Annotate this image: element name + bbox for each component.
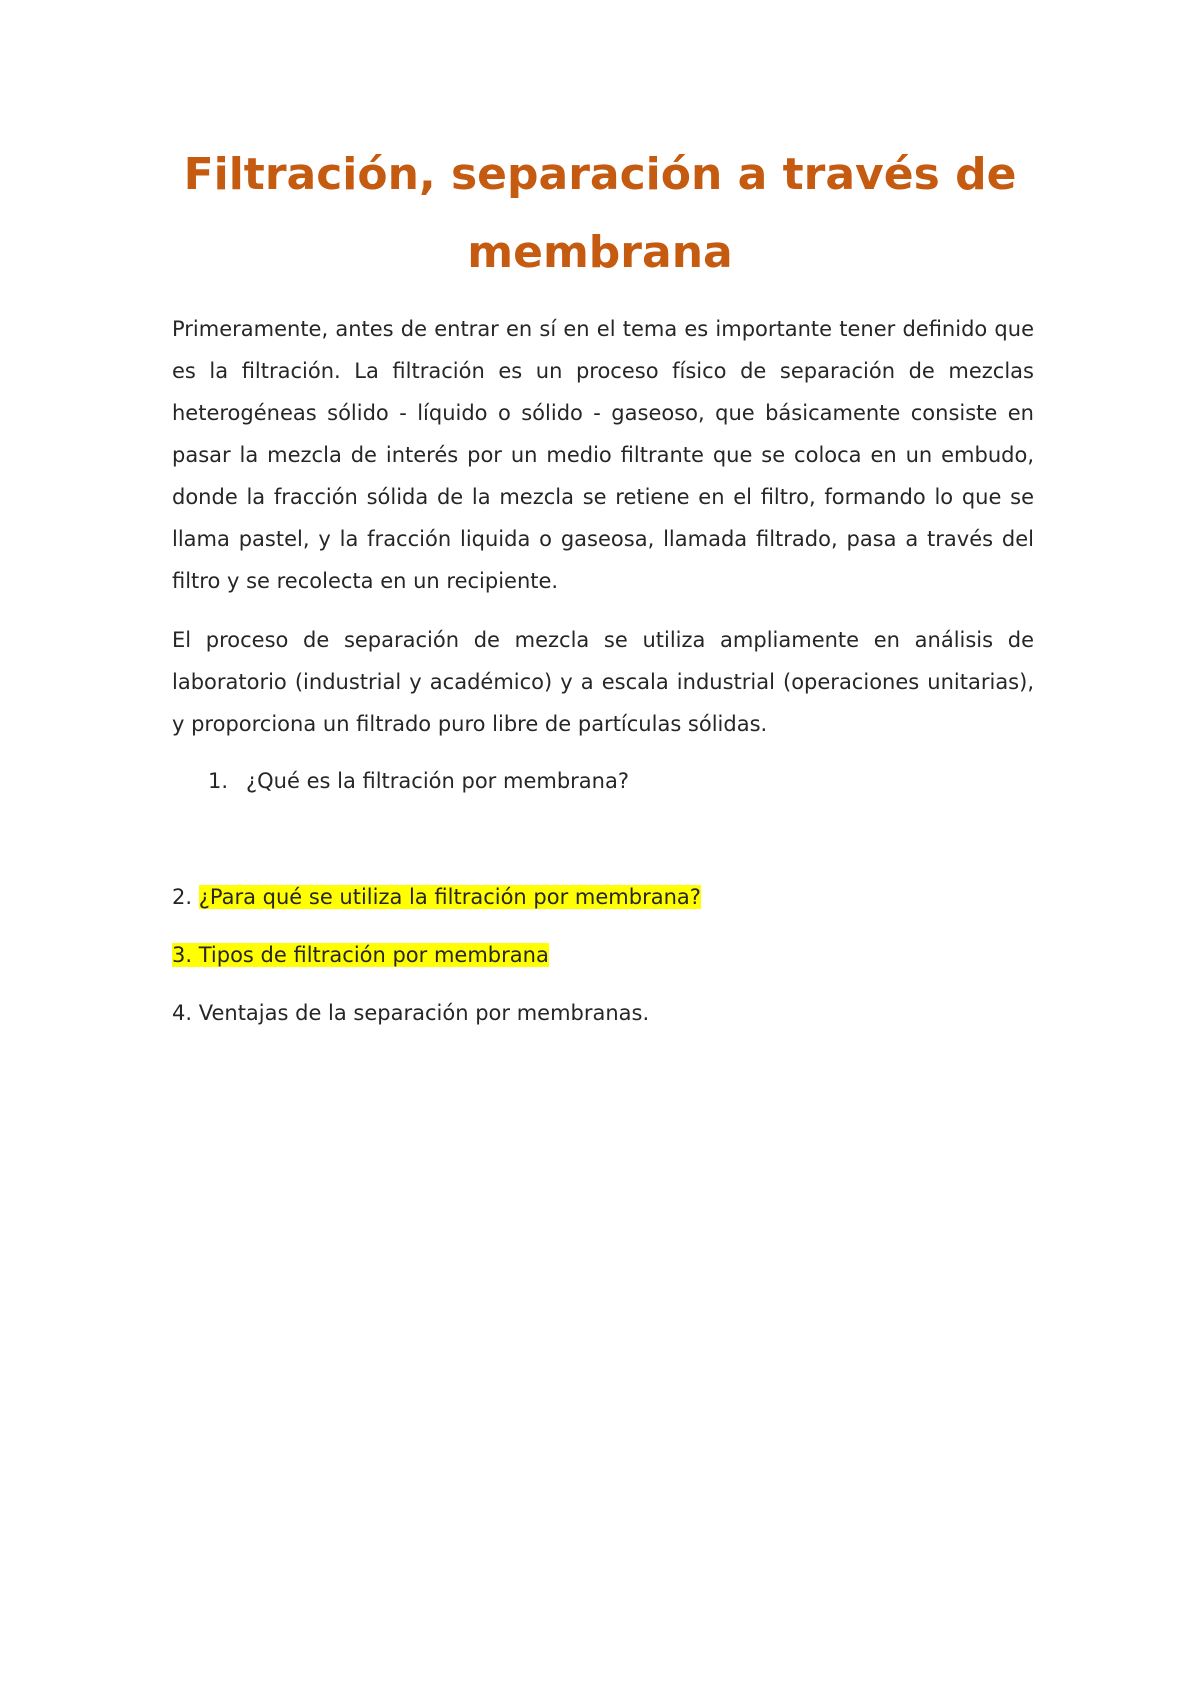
highlighted-list-text: ¿Para qué se utiliza la filtración por membrana? [198,885,701,909]
list-number: 1. [208,769,229,793]
list-item-3 [172,940,549,970]
list-item-2 [172,882,701,912]
list-item-4 [172,998,649,1028]
list-text: Tipos de filtración por membrana [198,943,549,967]
list-text: ¿Qué es la filtración por membrana? [246,769,629,793]
highlighted-list-item [172,943,549,967]
list-item-1 [208,766,629,796]
usage-paragraph: El proceso de separación de mezcla se utiliza ampliamente en análisis de laboratorio (industrial y académico) y a escala industrial (operaciones unitarias), y proporciona un filtrado puro libre de partículas sólidas. [172,628,1034,736]
list-number: 4. [172,1001,193,1025]
list-number: 3. [172,943,193,967]
intro-paragraph: Primeramente, antes de entrar en sí en el tema es importante tener definido que es la filtración. La filtración es un proceso físico de separación de mezclas heterogéneas sólido - líquido o sólido - gaseoso, que básicamente consiste en pasar la mezcla de interés por un medio filtrante que se coloca en un embudo, donde la fracción sólida de la mezcla se retiene en el filtro, formando lo que se llama pastel, y la fracción liquida o gaseosa, llamada filtrado, pasa a través del filtro y se recolecta en un recipiente. [172,317,1034,593]
list-number: 2. [172,885,193,909]
document-title: Filtración, separación a través de membrana [183,149,1017,278]
list-text: Ventajas de la separación por membranas. [198,1001,650,1025]
